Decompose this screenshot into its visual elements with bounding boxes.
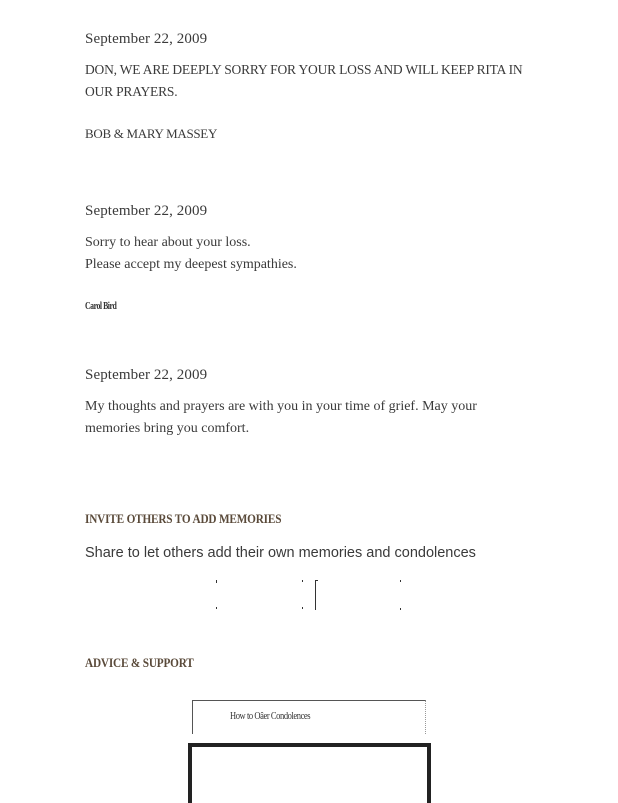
condolence-message-line: My thoughts and prayers are with you in your time of grief. May your — [85, 399, 477, 414]
share-button-edge — [302, 580, 303, 582]
share-button-edge — [216, 580, 217, 583]
condolence-message-line: memories bring you comfort. — [85, 421, 250, 436]
condolence-signature: Carol Bird — [85, 301, 117, 312]
condolence-date: September 22, 2009 — [85, 367, 208, 383]
share-button-edge — [315, 580, 318, 581]
condolence-message — [85, 396, 477, 440]
condolence-date: September 22, 2009 — [85, 203, 208, 219]
share-button-edge — [216, 607, 217, 609]
advice-link-box[interactable] — [192, 700, 426, 734]
share-button-edge — [400, 608, 401, 610]
condolence-message-line: OUR PRAYERS. — [85, 84, 178, 99]
invite-heading: INVITE OTHERS TO ADD MEMORIES — [85, 512, 282, 526]
advice-heading: ADVICE & SUPPORT — [85, 656, 194, 670]
share-button-edge — [302, 607, 303, 609]
invite-description: Share to let others add their own memories and condolences — [85, 545, 476, 561]
condolence-message-line: Sorry to hear about your loss. — [85, 235, 251, 250]
advice-panel-frame — [188, 743, 431, 803]
condolence-signature: BOB & MARY MASSEY — [85, 126, 218, 141]
condolence-message-line: Please accept my deepest sympathies. — [85, 257, 297, 272]
share-button-edge — [315, 580, 316, 610]
share-button-edge — [400, 580, 401, 582]
advice-link-label[interactable]: How to Oâer Condolences — [230, 711, 311, 722]
condolence-date: September 22, 2009 — [85, 31, 208, 47]
condolence-message — [85, 59, 522, 103]
condolence-message-line: DON, WE ARE DEEPLY SORRY FOR YOUR LOSS AND WILL KEEP RITA IN — [85, 62, 523, 77]
condolence-message — [85, 232, 297, 276]
